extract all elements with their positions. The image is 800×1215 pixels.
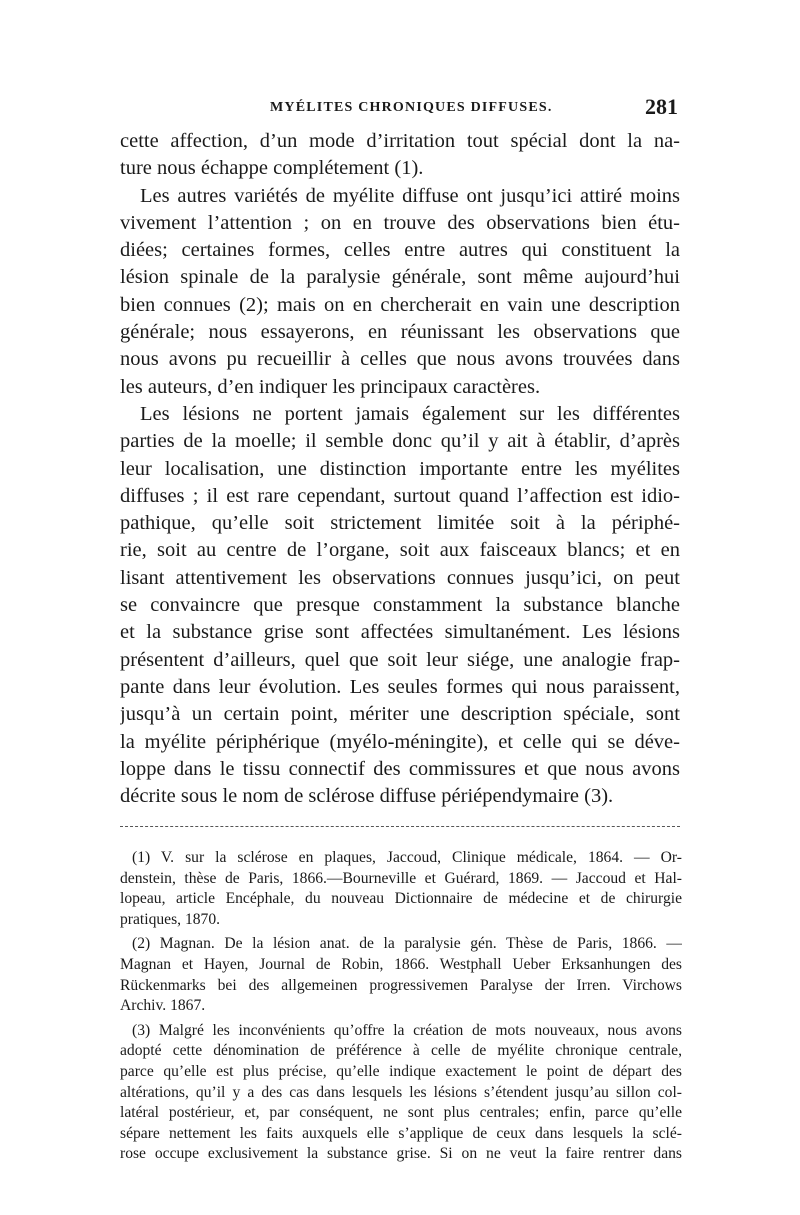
text-line: Les lésions ne portent jamais également sur les différentes: [140, 402, 680, 425]
text-line: et la substance grise sont affectées simultanément. Les lésions: [120, 621, 680, 644]
text-line: diées; certaines formes, celles entre autres qui constituent la: [120, 239, 680, 262]
text-line: rie, soit au centre de l’organe, soit aux faisceaux blancs; et en: [120, 539, 680, 562]
text-line: décrite sous le nom de sclérose diffuse périépendymaire (3).: [120, 785, 614, 808]
text-line: se convaincre que presque constamment la substance blanche: [120, 594, 680, 617]
text-line: lésion spinale de la paralysie générale, sont même aujourd’hui: [120, 266, 680, 289]
text-line: loppe dans le tissu connectif des commissures et que nous avons: [120, 757, 680, 780]
footnotes: [120, 848, 682, 1165]
main-text: [120, 128, 680, 810]
footnote-line: Magnan et Hayen, Journal de Robin, 1866. Westphall Ueber Erksanhungen des: [120, 955, 682, 973]
text-line: générale; nous essayerons, en réunissant les observations que: [120, 321, 680, 344]
running-title: MYÉLITES CHRONIQUES DIFFUSES.: [270, 100, 553, 115]
text-line: parties de la moelle; il semble donc qu’il y ait à établir, d’après: [120, 430, 680, 453]
footnote-line: Archiv. 1867.: [120, 997, 206, 1015]
footnote-line: altérations, qu’il y a des cas dans lesquels les lésions s’étendent jusqu’au sillon col-: [120, 1083, 682, 1101]
footnote-line: adopté cette dénomination de préférence à celle de myélite chronique centrale,: [120, 1042, 682, 1060]
footnote-line: (2) Magnan. De la lésion anat. de la paralysie gén. Thèse de Paris, 1866. —: [132, 935, 682, 953]
footnote-line: rose occupe exclusivement la substance grise. Si on ne veut la faire rentrer dans: [120, 1145, 682, 1163]
text-line: la myélite périphérique (myélo-méningite), et celle qui se déve-: [120, 730, 680, 753]
footnote-1: [120, 848, 682, 930]
text-line: pante dans leur évolution. Les seules formes qui nous paraissent,: [120, 675, 680, 698]
text-line: nous avons pu recueillir à celles que nous avons trouvées dans: [120, 348, 680, 371]
footnote-separator: [120, 826, 680, 827]
text-line: présentent d’ailleurs, quel que soit leur siége, une analogie frap-: [120, 648, 680, 671]
footnote-line: Rückenmarks bei des allgemeinen progressivemen Paralyse der Irren. Virchows: [120, 976, 682, 994]
footnote-line: parce qu’elle est plus précise, qu’elle indique exactement le point de départ des: [120, 1062, 682, 1080]
running-head: [120, 94, 680, 118]
text-line: diffuses ; il est rare cependant, surtout quand l’affection est idio-: [120, 484, 680, 507]
footnote-line: (3) Malgré les inconvénients qu’offre la création de mots nouveaux, nous avons: [132, 1021, 682, 1039]
footnote-3: [120, 1021, 682, 1165]
footnote-line: pratiques, 1870.: [120, 910, 221, 928]
footnote-line: (1) V. sur la sclérose en plaques, Jaccoud, Clinique médicale, 1864. — Or-: [132, 849, 682, 866]
text-line: les auteurs, d’en indiquer les principaux caractères.: [120, 375, 541, 398]
text-line: bien connues (2); mais on en chercherait en vain une description: [120, 293, 680, 316]
footnote-line: lopeau, article Encéphale, du nouveau Dictionnaire de médecine et de chirurgie: [120, 890, 682, 908]
page-number: 281: [645, 94, 678, 119]
footnote-2: [120, 934, 682, 1016]
text-line: ture nous échappe complétement (1).: [120, 157, 424, 180]
text-line: leur localisation, une distinction importante entre les myélites: [120, 457, 680, 480]
text-line: pathique, qu’elle soit strictement limitée soit à la périphé-: [120, 512, 680, 535]
footnote-line: latéral postérieur, et, par conséquent, ne sont plus centrales; enfin, parce qu’elle: [120, 1104, 682, 1122]
text-line: cette affection, d’un mode d’irritation tout spécial dont la na-: [120, 130, 680, 152]
text-line: Les autres variétés de myélite diffuse ont jusqu’ici attiré moins: [140, 184, 680, 207]
footnote-line: sépare nettement les faits auxquels elle s’applique de ceux dans lesquels la sclé-: [120, 1124, 682, 1142]
text-line: jusqu’à un certain point, mériter une description spéciale, sont: [120, 703, 680, 726]
text-line: lisant attentivement les observations connues jusqu’ici, on peut: [120, 566, 680, 589]
footnote-line: denstein, thèse de Paris, 1866.—Bourneville et Guérard, 1869. — Jaccoud et Hal-: [120, 869, 682, 887]
text-line: vivement l’attention ; on en trouve des observations bien étu-: [120, 211, 680, 234]
